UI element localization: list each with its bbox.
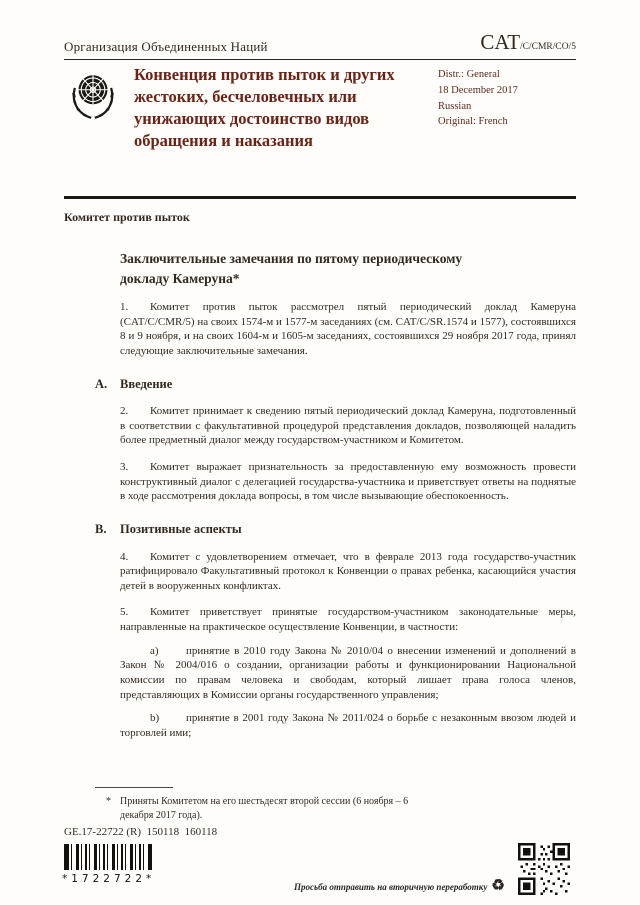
- committee-heading: Комитет против пыток: [64, 210, 190, 224]
- subparagraph-a-label: a): [150, 644, 159, 657]
- recycle-icon: ♻: [491, 878, 505, 894]
- recycle-notice: [294, 879, 505, 894]
- section-a-letter: A.: [95, 376, 108, 391]
- footnote: [95, 795, 440, 823]
- section-b-heading: [95, 521, 576, 538]
- section-a-heading: [95, 376, 576, 393]
- paragraph-5-text: Комитет приветствует принятые государством-участником законодательные меры, направленные на практическое осуществление Конвенции, в частности:: [120, 606, 576, 634]
- footnote-marker: *: [106, 796, 111, 807]
- subparagraph-b-label: b): [150, 712, 160, 725]
- ge-reference-number: GE.17-22722 (R) 150118 160118: [64, 826, 218, 838]
- subparagraph-a-text: принятие в 2010 году Закона № 2010/04 о внесении изменений и дополнений в Закон № 2004/016 о создании, организации работы и функционировании Национальной комиссии по правам человека и свободам, который лишает права голоса членов, представляющих в Комиссии органы государственного управления;: [120, 644, 576, 701]
- section-a-title: Введение: [120, 376, 173, 391]
- paragraph-1: [120, 300, 576, 359]
- paragraph-4: [120, 550, 576, 594]
- paragraph-4-text: Комитет с удовлетворением отмечает, что в феврале 2013 года государство-участник ратифицировало Факультативный протокол к Конвенции о правах ребенка, касающийся участия детей в вооруженных конфликтах.: [120, 550, 576, 592]
- section-b-letter: B.: [95, 521, 107, 536]
- organization-name: Организация Объединенных Наций: [64, 39, 268, 54]
- document-symbol-main: CAT: [480, 30, 521, 54]
- paragraph-1-number: 1.: [120, 301, 129, 314]
- subparagraph-a: [120, 644, 576, 703]
- paragraph-5: [120, 605, 576, 634]
- un-emblem-icon: [64, 66, 122, 128]
- footnote-text: Приняты Комитетом на его шестьдесят второй сессии (6 ноября – 6 декабря 2017 года).: [120, 796, 409, 821]
- paragraph-3-text: Комитет выражает признательность за предоставленную ему возможность провести конструктивный диалог с делегацией государства-участника и приветствует ответы на поднятые в ходе рассмотрения доклада вопросы, в том числе вызывающие обеспокоенность.: [120, 461, 576, 503]
- paragraph-2-number: 2.: [120, 405, 129, 418]
- recycle-text: Просьба отправить на вторичную переработку: [294, 881, 488, 892]
- paragraph-1-text: Комитет против пыток рассмотрел пятый периодический доклад Камеруна (CAT/C/CMR/5) на своих 1574-м и 1577-м заседаниях (см. CAT/C/SR.1574 и 1577), состоявшихся 8 и 9 ноября, и на своих 1604-м и 1605-м заседаниях, состоявшихся 29 ноября 2017 года, принял следующие заключительные замечания.: [120, 301, 576, 357]
- header-row: [64, 30, 576, 60]
- subparagraph-b-text: принятие в 2001 году Закона № 2011/024 о борьбе с незаконным ввозом людей и торговлей ими;: [120, 712, 576, 739]
- masthead-divider: [64, 196, 576, 199]
- convention-title: Конвенция против пыток и других жестоких, бесчеловечных или унижающих достоинство видов обращения и наказания: [134, 65, 395, 150]
- original-language-line: Original: French: [438, 116, 508, 128]
- distr-line: Distr.: General: [438, 69, 500, 80]
- date-line: 18 December 2017: [438, 84, 518, 96]
- footnote-separator: [95, 787, 173, 788]
- language-line: Russian: [438, 100, 472, 112]
- qr-code: [518, 843, 570, 895]
- page-header: [64, 30, 576, 60]
- paragraph-3: [120, 460, 576, 504]
- footnote-area: [95, 787, 440, 823]
- paragraph-3-number: 3.: [120, 461, 129, 474]
- document-symbol: [480, 30, 576, 55]
- distribution-info: [438, 64, 576, 152]
- document-title: Заключительные замечания по пятому периодическому докладу Камеруна*: [120, 250, 463, 286]
- paragraph-4-number: 4.: [120, 550, 129, 563]
- subparagraph-b: [120, 711, 576, 740]
- barcode-text: *1722722*: [62, 873, 156, 885]
- paragraph-2-text: Комитет принимает к сведению пятый периодический доклад Камеруна, подготовленный в соответствии с факультативной процедурой представления докладов, позволяющей наладить более предметный диалог между государством-участником и Комитетом.: [120, 405, 576, 447]
- barcode: [64, 844, 152, 870]
- paragraph-2: [120, 404, 576, 448]
- document-body: [64, 210, 576, 740]
- document-symbol-suffix: /C/CMR/CO/5: [520, 42, 576, 52]
- section-b-title: Позитивные аспекты: [120, 521, 242, 536]
- paragraph-5-number: 5.: [120, 606, 129, 619]
- masthead: [64, 64, 576, 152]
